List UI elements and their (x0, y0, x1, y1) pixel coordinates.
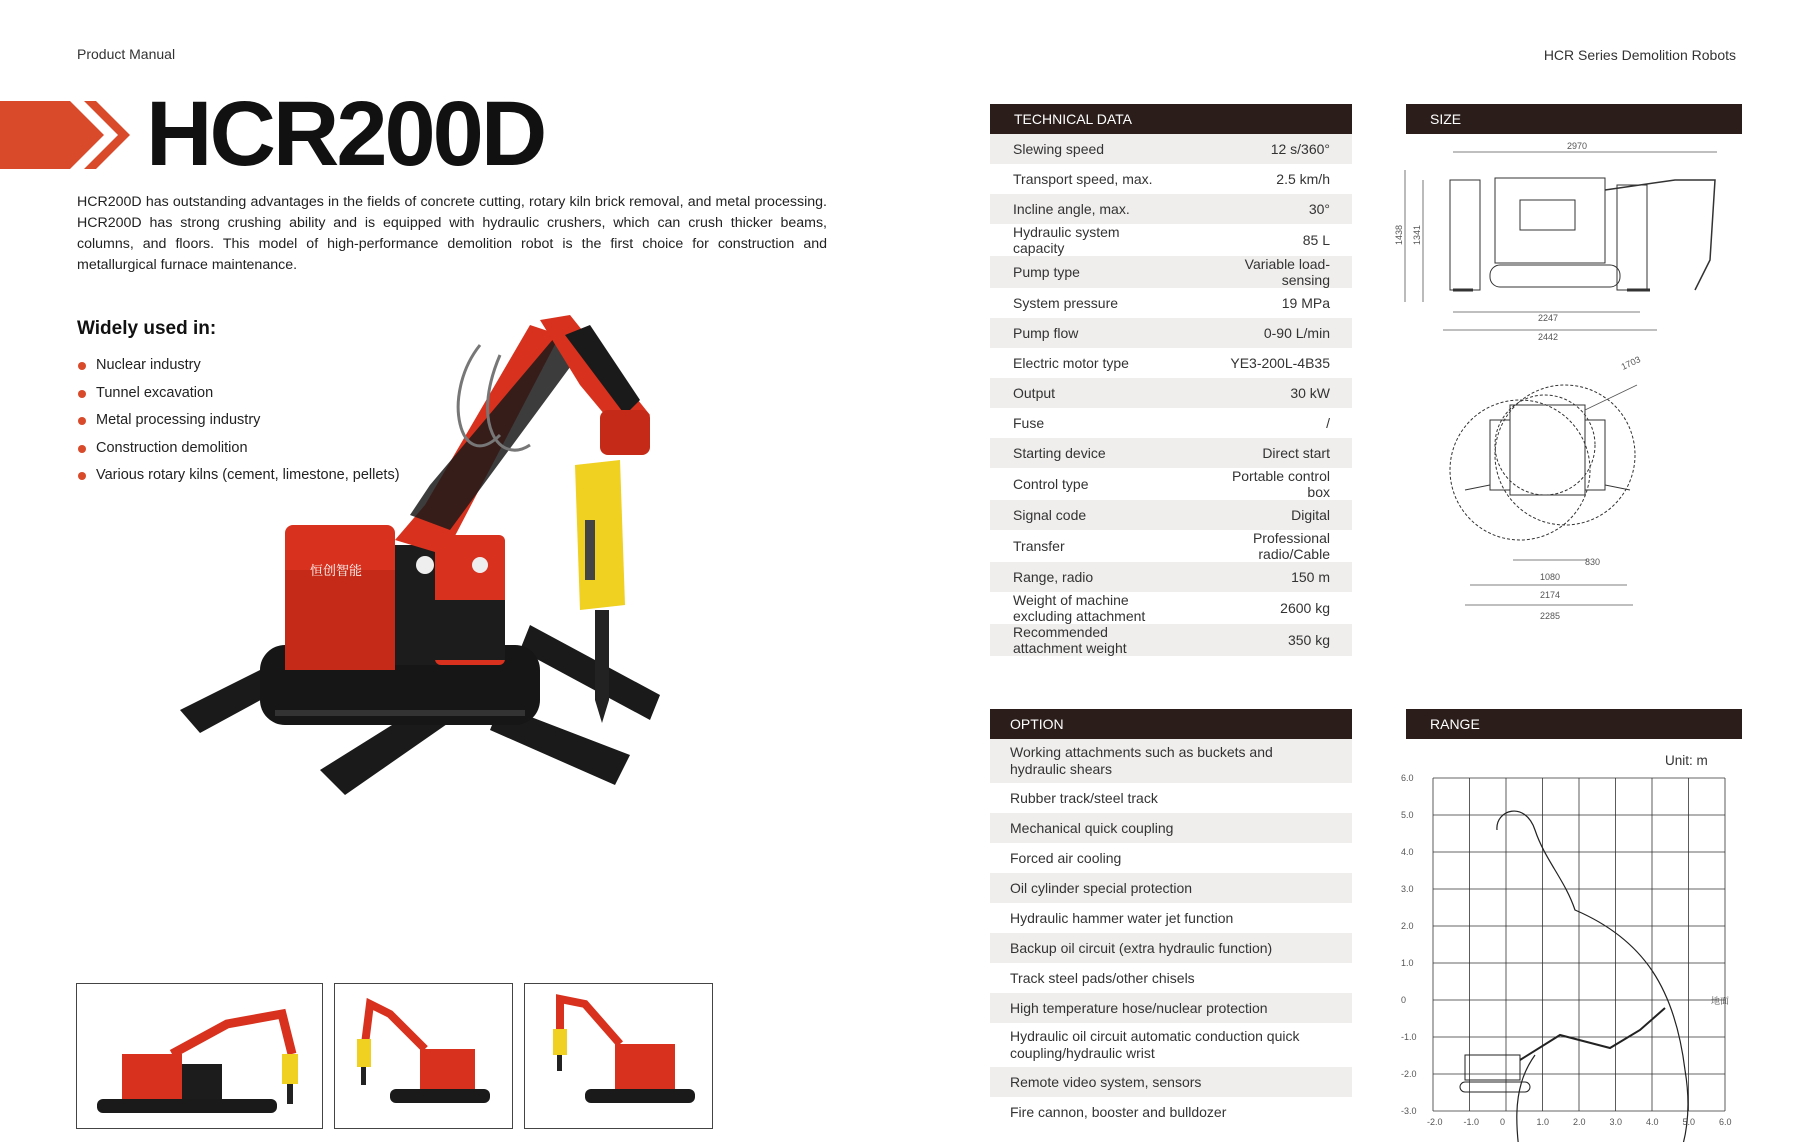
spec-value: 85 L (1302, 232, 1330, 248)
spec-label: Pump type (990, 256, 1198, 288)
y-tick-label: 6.0 (1401, 773, 1414, 783)
thumbnail-1 (76, 983, 323, 1129)
spec-value: YE3-200L-4B35 (1230, 355, 1330, 371)
spec-value: 12 s/360° (1198, 134, 1352, 164)
option-item: Fire cannon, booster and bulldozer (1010, 1103, 1227, 1120)
y-tick-label: -3.0 (1401, 1106, 1417, 1116)
spec-value: 2600 kg (1280, 600, 1330, 616)
x-tick-label: 3.0 (1609, 1117, 1623, 1127)
dim-d1: 1080 (1540, 572, 1561, 582)
list-item: Construction demolition (77, 435, 400, 463)
spec-label: Recommended attachment weight (990, 624, 1198, 656)
spec-value: 19 MPa (1281, 295, 1330, 311)
robot-photo-angle (525, 984, 712, 1128)
spec-label: Signal code (990, 500, 1198, 530)
spec-value: 0-90 L/min (1198, 318, 1352, 348)
model-title: HCR200D (146, 83, 545, 185)
spec-row (990, 500, 1352, 530)
spec-label: Electric motor type (1013, 355, 1129, 371)
dim-height-1: 1438 (1394, 224, 1404, 245)
machine-logo: 恒创智能 (310, 564, 363, 579)
option-item: Rubber track/steel track (1010, 789, 1158, 806)
spec-row (990, 378, 1352, 408)
x-tick-label: -2.0 (1427, 1117, 1443, 1127)
option-header: OPTION (990, 709, 1352, 739)
spec-row (990, 164, 1352, 194)
option-item: Hydraulic oil circuit automatic conduction quick coupling/hydraulic wrist (1010, 1028, 1300, 1061)
dim-d2: 2174 (1540, 590, 1561, 600)
spec-label: Pump flow (990, 318, 1198, 348)
robot-photo-side (77, 984, 322, 1128)
technical-data-header: TECHNICAL DATA (990, 104, 1352, 134)
spec-row (990, 134, 1352, 164)
spec-value: 150 m (1198, 562, 1352, 592)
dim-d4: 830 (1585, 557, 1601, 567)
y-tick-label: -2.0 (1401, 1069, 1417, 1079)
spec-row (990, 530, 1352, 562)
x-tick-label: -1.0 (1463, 1117, 1480, 1127)
x-tick-label: 0 (1500, 1117, 1506, 1127)
y-tick-label: 2.0 (1401, 921, 1414, 931)
x-tick-label: 5.0 (1682, 1117, 1696, 1127)
list-item: Tunnel excavation (77, 380, 400, 408)
spec-row (990, 288, 1352, 318)
option-item: Forced air cooling (1010, 849, 1122, 866)
thumbnail-3 (524, 983, 713, 1129)
x-tick-label: 2.0 (1573, 1117, 1586, 1127)
spec-row (990, 592, 1352, 624)
x-tick-label: 4.0 (1646, 1117, 1659, 1127)
list-item: Metal processing industry (77, 407, 400, 435)
header-left-text: Product Manual (77, 46, 176, 62)
range-diagram (1395, 770, 1740, 1127)
spec-row (990, 438, 1352, 468)
header-right-text: HCR Series Demolition Robots (1543, 47, 1736, 63)
y-tick-label: 4.0 (1401, 847, 1414, 857)
spec-value: Digital (1198, 500, 1352, 530)
spec-label: Incline angle, max. (990, 194, 1198, 224)
spec-label: Transport speed, max. (1013, 171, 1153, 187)
list-item: Nuclear industry (77, 352, 400, 380)
size-diagram (1395, 140, 1740, 640)
spec-row (990, 194, 1352, 224)
option-item: Oil cylinder special protection (990, 873, 1352, 903)
spec-value: Portable control box (1231, 468, 1330, 500)
spec-value: Variable load-sensing (1198, 256, 1352, 288)
spec-label: Range, radio (990, 562, 1198, 592)
list-item: Various rotary kilns (cement, limestone, pellets) (77, 462, 400, 490)
option-item: Hydraulic hammer water jet function (1010, 909, 1234, 926)
dim-height-2: 1341 (1412, 224, 1422, 245)
dim-d3: 2285 (1540, 611, 1561, 621)
option-item: Working attachments such as buckets and hydraulic shears (990, 739, 1352, 783)
range-unit-label: Unit: m (1665, 753, 1708, 768)
option-list (990, 739, 1352, 1127)
spec-row (990, 408, 1352, 438)
dim-width: 2442 (1538, 332, 1559, 342)
spec-value: Direct start (1198, 438, 1352, 468)
spec-value: Professional radio/Cable (1252, 530, 1330, 562)
spec-row (990, 348, 1352, 378)
spec-row (990, 256, 1352, 288)
spec-value: 30° (1198, 194, 1352, 224)
chevron-arrow-icon (0, 101, 140, 171)
spec-label: Starting device (990, 438, 1198, 468)
widely-used-title: Widely used in: (77, 318, 217, 339)
spec-row (990, 624, 1352, 656)
y-tick-label: 5.0 (1401, 810, 1414, 820)
spec-label: Fuse (1013, 415, 1045, 431)
option-item: Mechanical quick coupling (990, 813, 1352, 843)
spec-value: / (1326, 415, 1330, 431)
spec-value: 2.5 km/h (1276, 171, 1330, 187)
size-header: SIZE (1406, 104, 1742, 134)
spec-row (990, 562, 1352, 592)
y-tick-label: -1.0 (1401, 1032, 1417, 1042)
spec-row (990, 468, 1352, 500)
spec-label: Weight of machine excluding attachment (1013, 592, 1146, 624)
spec-label: Output (990, 378, 1198, 408)
technical-data-table (990, 134, 1352, 656)
y-tick-label: 1.0 (1401, 958, 1414, 968)
dim-length: 2970 (1567, 141, 1588, 151)
spec-label: Transfer (1013, 538, 1065, 554)
demolition-robot-image (170, 315, 770, 915)
option-item: Backup oil circuit (extra hydraulic function) (990, 933, 1352, 963)
spec-row (990, 318, 1352, 348)
intro-paragraph: HCR200D has outstanding advantages in the fields of concrete cutting, rotary kiln brick removal, and metal processing. HCR200D has strong crushing ability and is equipped with hydraulic crushers, which can crush thicker beams, columns, and floors. This model of high-performance demolition robot is the first choice for construction and metallurgical furnace maintenance. (77, 194, 827, 273)
option-item: Track steel pads/other chisels (1010, 969, 1195, 986)
spec-row (990, 224, 1352, 256)
y-tick-label: 0 (1401, 995, 1407, 1005)
dim-track: 2247 (1538, 313, 1559, 323)
dim-radius: 1703 (1619, 354, 1642, 372)
spec-label: System pressure (1013, 295, 1119, 311)
spec-value: 350 kg (1198, 624, 1352, 656)
spec-label: Slewing speed (990, 134, 1198, 164)
thumbnail-2 (334, 983, 513, 1129)
spec-label: Hydraulic system capacity (1013, 224, 1120, 256)
x-tick-label: 1.0 (1536, 1117, 1550, 1127)
spec-value: 30 kW (1198, 378, 1352, 408)
option-item: Remote video system, sensors (990, 1067, 1352, 1097)
robot-photo-front (335, 984, 512, 1128)
option-item: High temperature hose/nuclear protection (990, 993, 1352, 1023)
ground-label: 地面 (1711, 996, 1730, 1006)
y-tick-label: 3.0 (1401, 884, 1414, 894)
range-header: RANGE (1406, 709, 1742, 739)
spec-label: Control type (1013, 476, 1089, 492)
x-tick-label: 6.0 (1719, 1117, 1732, 1127)
